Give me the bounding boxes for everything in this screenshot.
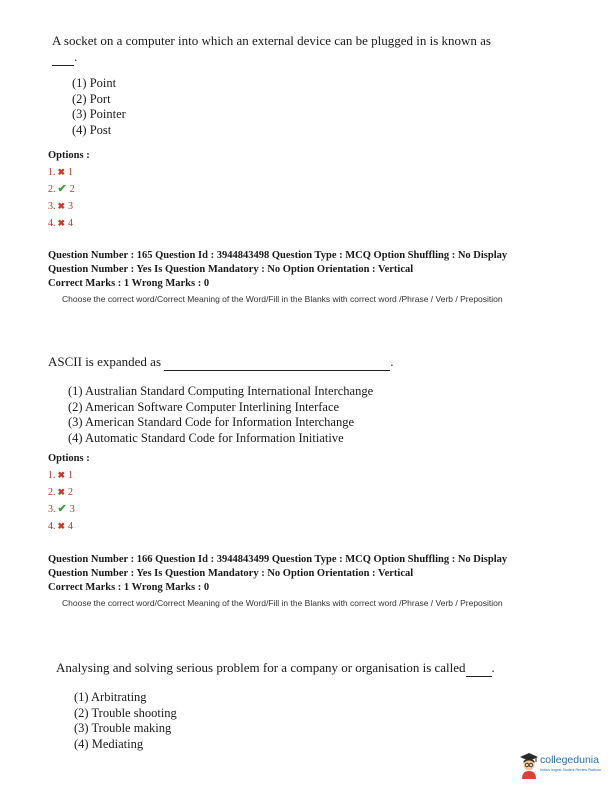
q2-option-row	[48, 518, 75, 535]
cross-icon: ✖	[57, 218, 66, 228]
student-mascot-icon	[518, 750, 540, 780]
q1-question-blank-line	[52, 49, 77, 66]
q1-choice-2: (2) Port	[72, 91, 111, 106]
q1-choice-4: (4) Post	[72, 122, 112, 137]
check-icon: ✔	[57, 183, 67, 195]
q2-marks-line: Correct Marks : 1 Wrong Marks : 0	[48, 278, 210, 289]
q1-choice-1: (1) Point	[72, 76, 117, 90]
q2-choice-3: (3) American Standard Code for Information Interchange	[68, 415, 355, 429]
q1-option-row	[48, 164, 75, 181]
q1-answer-blank	[52, 49, 74, 66]
q1-option-row	[48, 181, 75, 198]
q2-option-number: 3.	[48, 504, 56, 515]
q2-choice-list	[68, 384, 373, 446]
q3-choice-3: (3) Trouble making	[74, 721, 172, 735]
collegedunia-logo	[518, 748, 610, 784]
q2-option-row	[48, 467, 75, 484]
q3-choice-list	[74, 690, 177, 752]
q2-option-value: 4	[68, 521, 74, 532]
q2-meta-line-2: Question Number : Yes Is Question Mandatory : No Option Orientation : Vertical	[48, 264, 414, 275]
q2-choice-4: (4) Automatic Standard Code for Information Initiative	[68, 430, 344, 445]
cross-icon: ✖	[57, 470, 66, 480]
q3-choice-2: (2) Trouble shooting	[74, 705, 177, 720]
q2-option-value: 1	[68, 470, 74, 481]
q1-option-number: 1.	[48, 167, 56, 178]
q2-question-tail: .	[390, 354, 394, 369]
q2-option-number: 2.	[48, 487, 56, 498]
logo-tagline: India's largest Student Review Platform	[540, 768, 601, 772]
q3-choice-4: (4) Mediating	[74, 736, 144, 751]
q2-question-text	[48, 354, 394, 371]
q3-meta-line-1: Question Number : 166 Question Id : 3944843499 Question Type : MCQ Option Shuffling : No Display	[48, 554, 508, 565]
cross-icon: ✖	[57, 487, 66, 497]
q3-choice-1: (1) Arbitrating	[74, 690, 147, 704]
q3-question-tail: .	[491, 660, 495, 675]
q3-answer-blank	[466, 660, 492, 677]
q2-meta-line-1: Question Number : 165 Question Id : 3944843498 Question Type : MCQ Option Shuffling : No Display	[48, 250, 508, 261]
q1-options-label: Options :	[48, 150, 90, 161]
q3-meta-line-2: Question Number : Yes Is Question Mandatory : No Option Orientation : Vertical	[48, 568, 414, 579]
q2-option-number: 1.	[48, 470, 56, 481]
q1-option-value: 3	[68, 201, 74, 212]
check-icon: ✔	[57, 503, 67, 515]
q2-option-value: 2	[68, 487, 74, 498]
q1-question-tail: .	[74, 49, 78, 64]
cross-icon: ✖	[57, 521, 66, 531]
q1-option-value: 1	[68, 167, 74, 178]
q1-choice-list	[72, 76, 126, 138]
q1-option-number: 4.	[48, 218, 56, 229]
q2-meta-block	[48, 249, 507, 291]
q3-meta-block	[48, 553, 507, 595]
q1-option-number: 2.	[48, 184, 56, 195]
q3-marks-line: Correct Marks : 1 Wrong Marks : 0	[48, 582, 210, 593]
q2-option-row	[48, 484, 75, 501]
q3-question-body: Analysing and solving serious problem for a company or organisation is called	[56, 660, 466, 675]
cross-icon: ✖	[57, 201, 66, 211]
q1-question-body: A socket on a computer into which an external device can be plugged in is known as	[52, 33, 491, 48]
q3-question-text	[56, 660, 495, 677]
q2-options-label: Options :	[48, 453, 90, 464]
q2-option-number: 4.	[48, 521, 56, 532]
q2-question-body: ASCII is expanded as	[48, 354, 162, 369]
q2-choice-2: (2) American Software Computer Interlining Interface	[68, 399, 340, 414]
q2-options-list	[48, 467, 75, 535]
q1-option-row	[48, 215, 75, 232]
q1-question-text	[52, 33, 491, 49]
q2-choice-1: (1) Australian Standard Computing International Interchange	[68, 384, 374, 398]
q2-answer-blank	[164, 354, 390, 371]
logo-wordmark: collegedunia	[540, 754, 599, 766]
q1-option-number: 3.	[48, 201, 56, 212]
q1-option-row	[48, 198, 75, 215]
q1-options-list	[48, 164, 75, 232]
q1-option-value: 4	[68, 218, 74, 229]
q1-option-value: 2	[69, 184, 75, 195]
q2-option-value: 3	[69, 504, 75, 515]
q2-option-row	[48, 501, 75, 518]
q3-instruction: Choose the correct word/Correct Meaning of the Word/Fill in the Blanks with correct word /Phrase / Verb / Preposition	[62, 598, 503, 608]
q2-instruction: Choose the correct word/Correct Meaning of the Word/Fill in the Blanks with correct word /Phrase / Verb / Preposition	[62, 294, 503, 304]
cross-icon: ✖	[57, 167, 66, 177]
q1-choice-3: (3) Pointer	[72, 107, 126, 121]
